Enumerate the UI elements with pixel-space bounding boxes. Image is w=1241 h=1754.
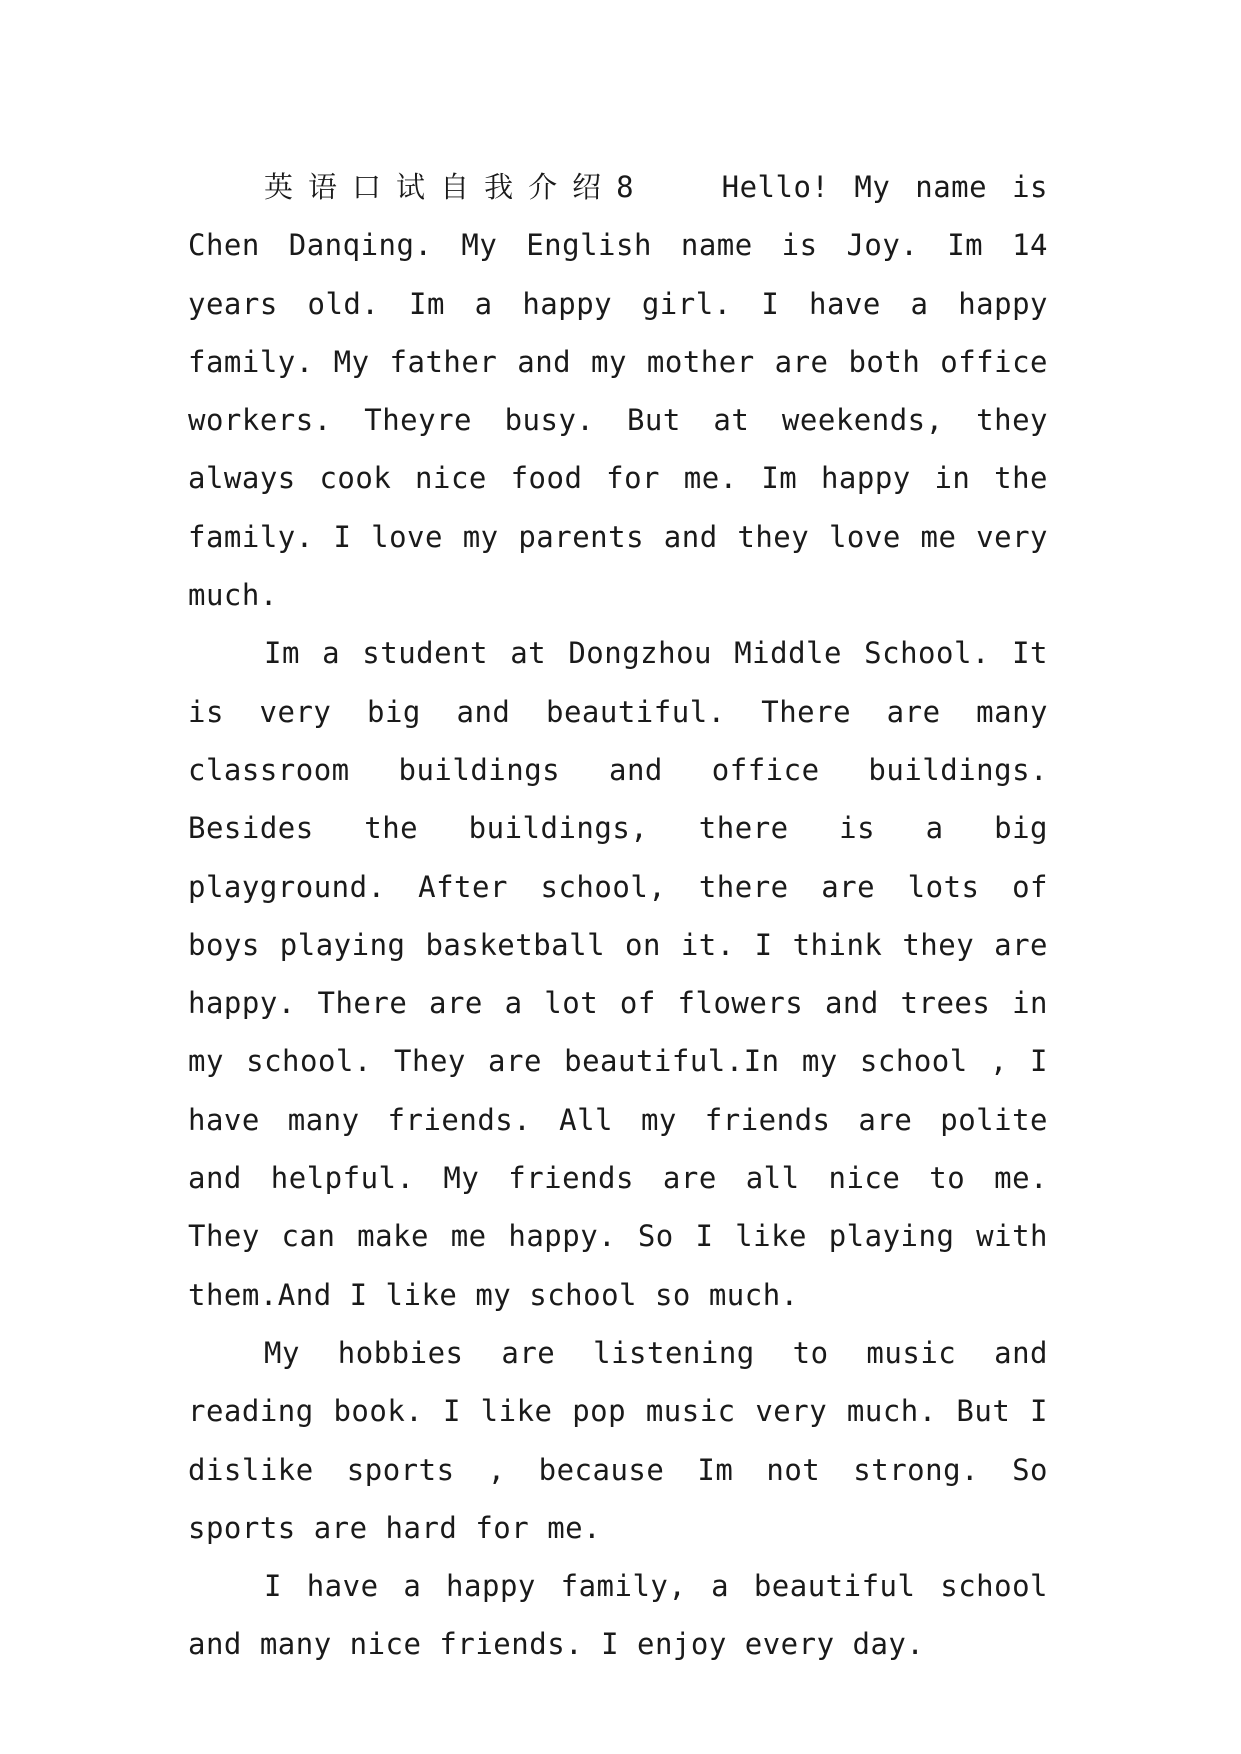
paragraph-school: Im a student at Dongzhou Middle School. It is very big and beautiful. There are many classroom buildings and office buildings. Besides the buildings, there is a big playground. After school, there are lots of boys playing basketball on it. I think they are happy. There are a lot of flowers and trees in my school. They are beautiful.In my school , I have many friends. All my friends are polite and helpful. My friends are all nice to me. They can make me happy. So I like playing with them.And I like my school so much.: [188, 636, 1048, 1312]
document-title: 英语口试自我介绍8: [264, 170, 642, 204]
paragraph-conclusion: I have a happy family, a beautiful school and many nice friends. I enjoy every day.: [188, 1569, 1048, 1662]
paragraph-1-text: Hello! My name is Chen Danqing. My English name is Joy. Im 14 years old. Im a happy girl. I have a happy family. My father and my mother are both office workers. Theyre busy. But at weekends, they always cook nice food for me. Im happy in the family. I love my parents and they love me very much.: [188, 170, 1048, 613]
document-body: [188, 158, 1048, 1674]
paragraph-hobbies: My hobbies are listening to music and reading book. I like pop music very much. But I dislike sports , because Im not strong. So sports are hard for me.: [188, 1335, 1048, 1545]
paragraph-intro: [188, 158, 1048, 624]
